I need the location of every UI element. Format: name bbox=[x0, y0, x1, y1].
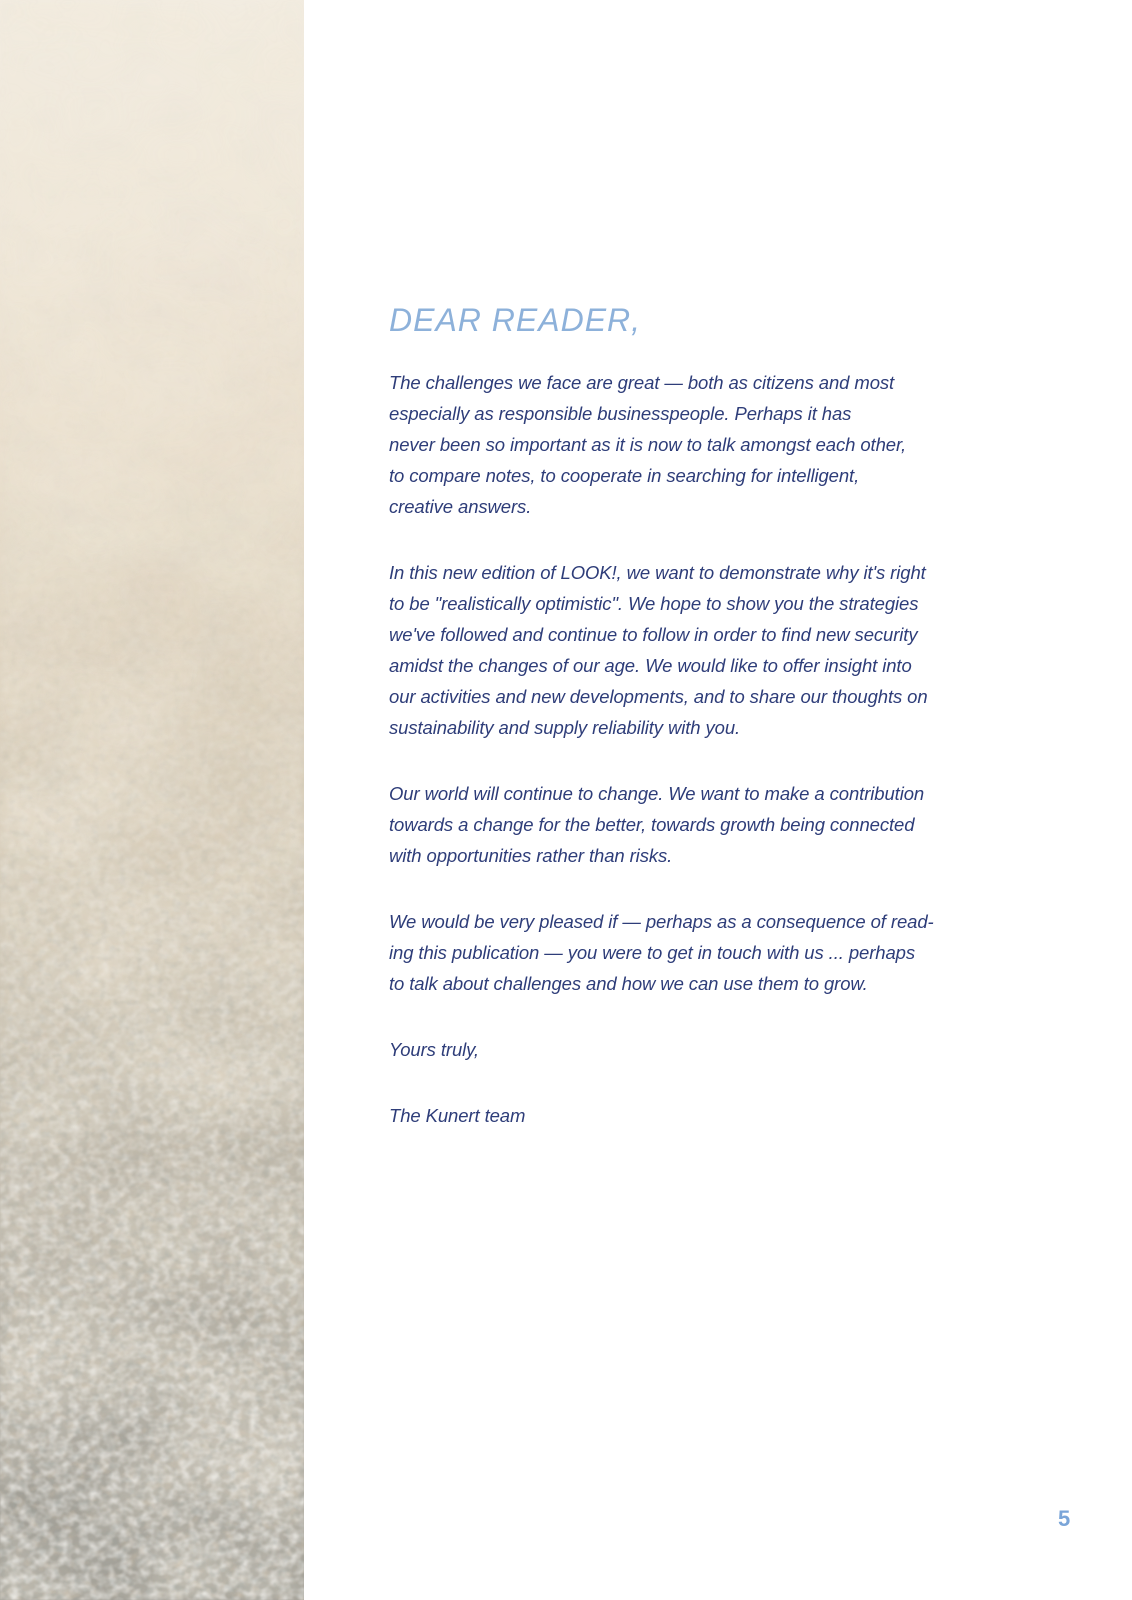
paragraph bbox=[389, 906, 1009, 999]
body-paragraphs bbox=[389, 367, 1009, 1131]
letter-content bbox=[389, 300, 1009, 1131]
text-line: The challenges we face are great — both as citizens and most bbox=[389, 372, 895, 393]
text-line: our activities and new developments, and to share our thoughts on bbox=[389, 686, 928, 707]
text-line: ing this publication — you were to get in touch with us ... perhaps bbox=[389, 942, 915, 963]
text-line: to be "realistically optimistic". We hope to show you the strategies bbox=[389, 593, 919, 614]
text-line: towards a change for the better, towards growth being connected bbox=[389, 814, 915, 835]
text-line: never been so important as it is now to talk amongst each other, bbox=[389, 434, 907, 455]
text-line: Yours truly, bbox=[389, 1039, 479, 1060]
text-line: sustainability and supply reliability with you. bbox=[389, 717, 741, 738]
page-title: DEAR READER, bbox=[389, 302, 642, 338]
gravel-photo-svg bbox=[0, 0, 304, 1600]
text-line: Our world will continue to change. We want to make a contribution bbox=[389, 783, 925, 804]
paragraph bbox=[389, 1034, 1009, 1065]
gravel-photo-image bbox=[0, 0, 304, 1600]
text-line: especially as responsible businesspeople. Perhaps it has bbox=[389, 403, 852, 424]
page-number: 5 bbox=[1058, 1506, 1071, 1531]
text-line: The Kunert team bbox=[389, 1105, 526, 1126]
text-line: creative answers. bbox=[389, 496, 532, 517]
text-line: we've followed and continue to follow in order to find new security bbox=[389, 624, 918, 645]
text-line: We would be very pleased if — perhaps as a consequence of read- bbox=[389, 911, 934, 932]
text-line: to talk about challenges and how we can use them to grow. bbox=[389, 973, 868, 994]
paragraph bbox=[389, 367, 1009, 522]
text-line: to compare notes, to cooperate in searching for intelligent, bbox=[389, 465, 860, 486]
text-line: with opportunities rather than risks. bbox=[389, 845, 673, 866]
paragraph bbox=[389, 1100, 1009, 1131]
text-line: amidst the changes of our age. We would like to offer insight into bbox=[389, 655, 912, 676]
paragraph bbox=[389, 778, 1009, 871]
paragraph bbox=[389, 557, 1009, 743]
text-line: In this new edition of LOOK!, we want to demonstrate why it's right bbox=[389, 562, 926, 583]
